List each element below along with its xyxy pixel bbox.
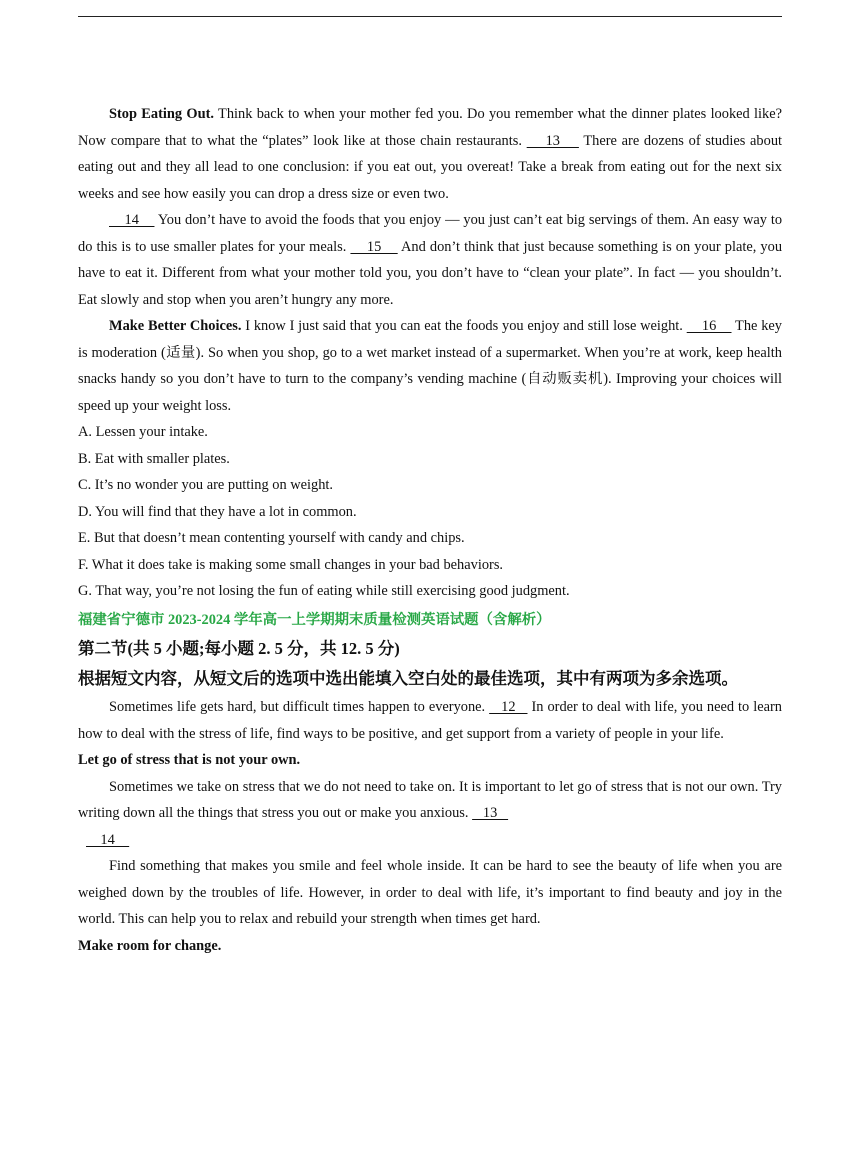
paragraph-text: There are dozens of studies about eating out and they all lead to one conclusion: if you eat out, you overeat! Take a break from eating out for the next six weeks and see how easily you can drop a dress size or even two. [78, 132, 783, 202]
blank-16[interactable]: 16 [686, 318, 732, 334]
option-a[interactable]: A. Lessen your intake. [78, 424, 208, 440]
blank-15[interactable]: 15 [350, 238, 398, 255]
blank-13-part2[interactable]: 13 [472, 805, 509, 821]
blank-14[interactable]: 14 [109, 212, 155, 228]
option-e[interactable]: E. But that doesn’t mean contenting yourself with candy and chips. [78, 530, 465, 546]
paragraph-find-beauty: Find something that makes you smile and feel whole inside. It can be hard to see the beauty of life when you are weighed down by the troubles of life. However, in order to deal with life, it’s important to find beauty and joy in the world. This can help you to relax and rebuild your strength when times get hard. [78, 858, 782, 927]
heading-stop-eating-out: Stop Eating Out. [109, 106, 214, 122]
paragraph-better-choices [78, 313, 782, 419]
option-b[interactable]: B. Eat with smaller plates. [78, 450, 230, 467]
paragraph-text: Sometimes life gets hard, but difficult times happen to everyone. [109, 699, 490, 715]
paragraph-let-go [78, 774, 782, 827]
paragraph-text: You don’t have to avoid the foods that you enjoy — you just can’t eat big servings of them. An easy way to do this is to use smaller plates for your meals. [78, 212, 783, 255]
heading-make-room: Make room for change. [78, 937, 222, 954]
paragraph-blank-14 [78, 827, 782, 854]
paragraph-intro [78, 694, 782, 747]
section-title: 第二节(共 5 小题;每小题 2. 5 分，共 12. 5 分) [78, 639, 400, 658]
option-d[interactable]: D. You will find that they have a lot in common. [78, 503, 357, 520]
options-list [78, 419, 782, 605]
paragraph-text: Think back to when your mother fed you. Do you remember what the dinner plates looked like? Now compare that to what the “plates” look like at those chain restaurants. [78, 106, 783, 149]
source-title: 福建省宁德市 2023-2024 学年高一上学期期末质量检测英语试题（含解析） [78, 611, 551, 628]
option-f[interactable]: F. What it does take is making some small changes in your bad behaviors. [78, 556, 504, 573]
instruction: 根据短文内容，从短文后的选项中选出能填入空白处的最佳选项，其中有两项为多余选项。 [78, 669, 738, 688]
paragraph-text: In order to deal with life, you need to learn how to deal with the stress of life, find ways to be positive, and get support from a variety of people in your life. [78, 699, 782, 742]
heading-better-choices: Make Better Choices. [109, 318, 242, 334]
paragraph-text: And don’t think that just because something is on your plate, you have to eat it. Different from what your mother told you, you don’t have to “clean your plate”. In fact — you shouldn’t. Eat slowly and stop when you aren’t hungry any more. [78, 238, 783, 308]
paragraph-stop-eating-out [78, 101, 782, 207]
paragraph-text: I know I just said that you can eat the foods you enjoy and still lose weight. [241, 318, 687, 334]
header-rule [78, 16, 782, 17]
heading-let-go: Let go of stress that is not your own. [78, 752, 301, 768]
blank-12[interactable]: 12 [489, 699, 528, 715]
blank-14-part2[interactable]: 14 [86, 831, 130, 848]
blank-13[interactable]: 13 [526, 132, 579, 149]
option-c[interactable]: C. It’s no wonder you are putting on weight. [78, 477, 333, 493]
option-g[interactable]: G. That way, you’re not losing the fun of eating while still exercising good judgment. [78, 583, 570, 599]
document-body [78, 101, 782, 959]
paragraph-text: The key is moderation (适量). So when you shop, go to a wet market instead of a supermarket. When you’re at work, keep health snacks handy so you don’t have to turn to the company’s vending machine (自动贩卖机). Improving your choices will speed up your weight loss. [78, 318, 782, 414]
paragraph-text: Sometimes we take on stress that we do not need to take on. It is important to let go of stress that is not our own. Try writing down all the things that stress you out or make you anxious. [78, 778, 782, 821]
paragraph-portions [78, 207, 782, 313]
